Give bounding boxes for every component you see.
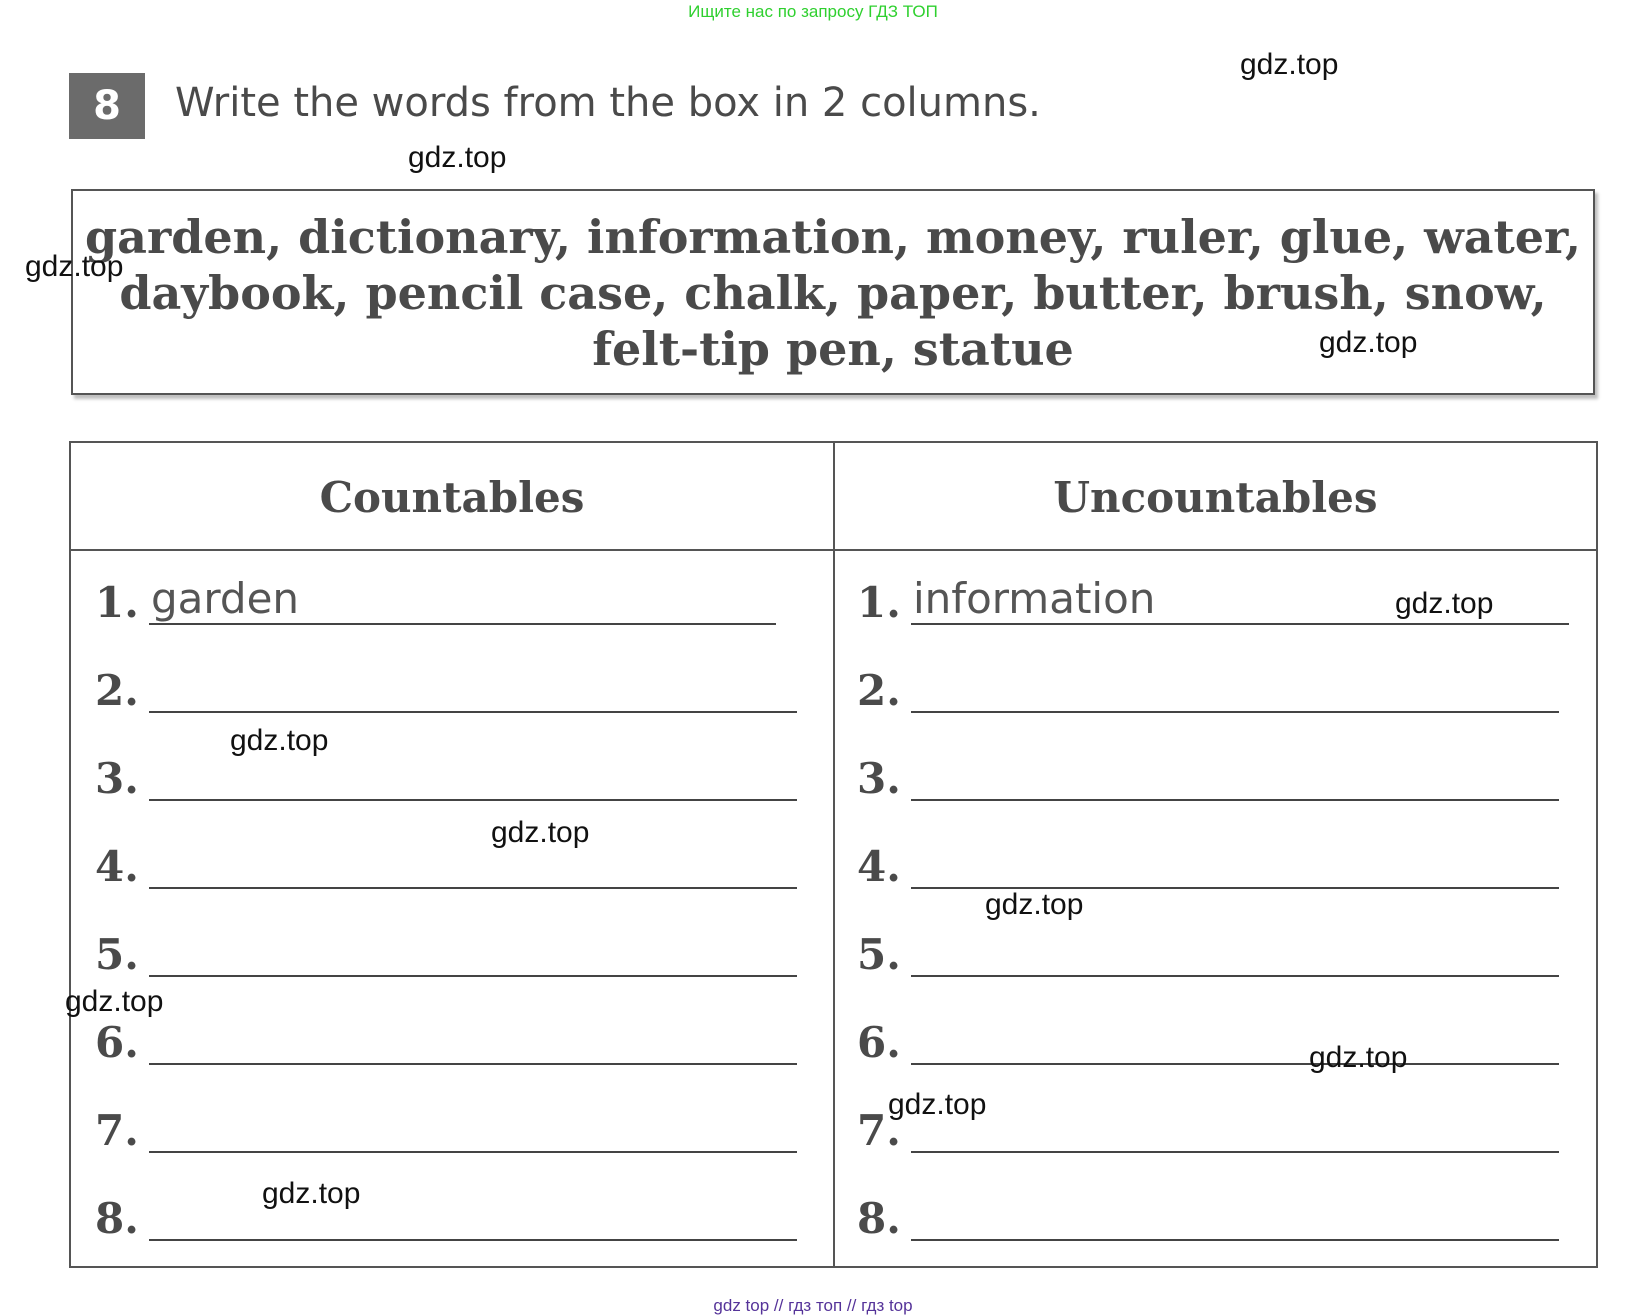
watermark: gdz.top: [25, 250, 124, 283]
table-row: [857, 923, 1577, 983]
watermark: gdz.top: [985, 888, 1084, 921]
answer-line[interactable]: [149, 623, 776, 625]
watermark: gdz.top: [1309, 1041, 1408, 1074]
table-row: [95, 923, 815, 983]
watermark: gdz.top: [1240, 48, 1339, 81]
answer-table: [69, 441, 1598, 1268]
top-search-hint[interactable]: Ищите нас по запросу ГДЗ ТОП: [688, 2, 938, 21]
answer-line[interactable]: [911, 975, 1559, 977]
row-number: 2.: [95, 666, 139, 715]
table-row: [95, 1099, 815, 1159]
uncountables-header: Uncountables: [1053, 473, 1378, 522]
word-box-line: felt-tip pen, statue: [592, 322, 1074, 376]
row-number: 7.: [95, 1106, 139, 1155]
table-row: [95, 1011, 815, 1071]
watermark: gdz.top: [408, 141, 507, 174]
table-row: [857, 747, 1577, 807]
watermark: gdz.top: [491, 816, 590, 849]
answer-line[interactable]: [149, 887, 797, 889]
answer-line[interactable]: [149, 1151, 797, 1153]
row-number: 3.: [857, 754, 901, 803]
handwritten-answer: garden: [151, 574, 300, 623]
exercise-number-badge: 8: [69, 73, 145, 139]
bottom-links[interactable]: gdz top // гдз топ // гдз top: [713, 1296, 913, 1315]
answer-line[interactable]: [149, 1239, 797, 1241]
row-number: 1.: [857, 578, 901, 627]
row-number: 5.: [95, 930, 139, 979]
row-number: 2.: [857, 666, 901, 715]
row-number: 4.: [857, 842, 901, 891]
table-row: [95, 659, 815, 719]
watermark: gdz.top: [1319, 326, 1418, 359]
table-row: [857, 1187, 1577, 1247]
column-divider: [833, 443, 835, 1266]
row-number: 8.: [857, 1194, 901, 1243]
watermark: gdz.top: [1395, 587, 1494, 620]
table-row: [95, 747, 815, 807]
word-box-line: daybook, pencil case, chalk, paper, butter, brush, snow,: [119, 266, 1547, 320]
watermark: gdz.top: [262, 1177, 361, 1210]
row-number: 5.: [857, 930, 901, 979]
answer-line[interactable]: [911, 1151, 1559, 1153]
watermark: gdz.top: [230, 724, 329, 757]
table-row: [857, 659, 1577, 719]
row-number: 6.: [95, 1018, 139, 1067]
row-number: 7.: [857, 1106, 901, 1155]
watermark: gdz.top: [888, 1088, 987, 1121]
answer-line[interactable]: [911, 623, 1569, 625]
answer-line[interactable]: [911, 1063, 1559, 1065]
exercise-instruction: Write the words from the box in 2 columns.: [175, 80, 1041, 126]
header-divider: [71, 549, 1596, 551]
row-number: 1.: [95, 578, 139, 627]
row-number: 3.: [95, 754, 139, 803]
handwritten-answer: information: [913, 574, 1156, 623]
table-row: [95, 835, 815, 895]
row-number: 6.: [857, 1018, 901, 1067]
answer-line[interactable]: [149, 1063, 797, 1065]
row-number: 4.: [95, 842, 139, 891]
table-row: [857, 1011, 1577, 1071]
answer-line[interactable]: [911, 711, 1559, 713]
answer-line[interactable]: [149, 711, 797, 713]
answer-line[interactable]: [149, 799, 797, 801]
word-box-line: garden, dictionary, information, money, ruler, glue, water,: [85, 210, 1581, 264]
countables-header: Countables: [319, 473, 585, 522]
watermark: gdz.top: [65, 985, 164, 1018]
table-row: [95, 571, 815, 631]
word-box: [71, 189, 1595, 395]
row-number: 8.: [95, 1194, 139, 1243]
table-row: [857, 835, 1577, 895]
answer-line[interactable]: [911, 799, 1559, 801]
answer-line[interactable]: [911, 1239, 1559, 1241]
table-row: [95, 1187, 815, 1247]
answer-line[interactable]: [149, 975, 797, 977]
